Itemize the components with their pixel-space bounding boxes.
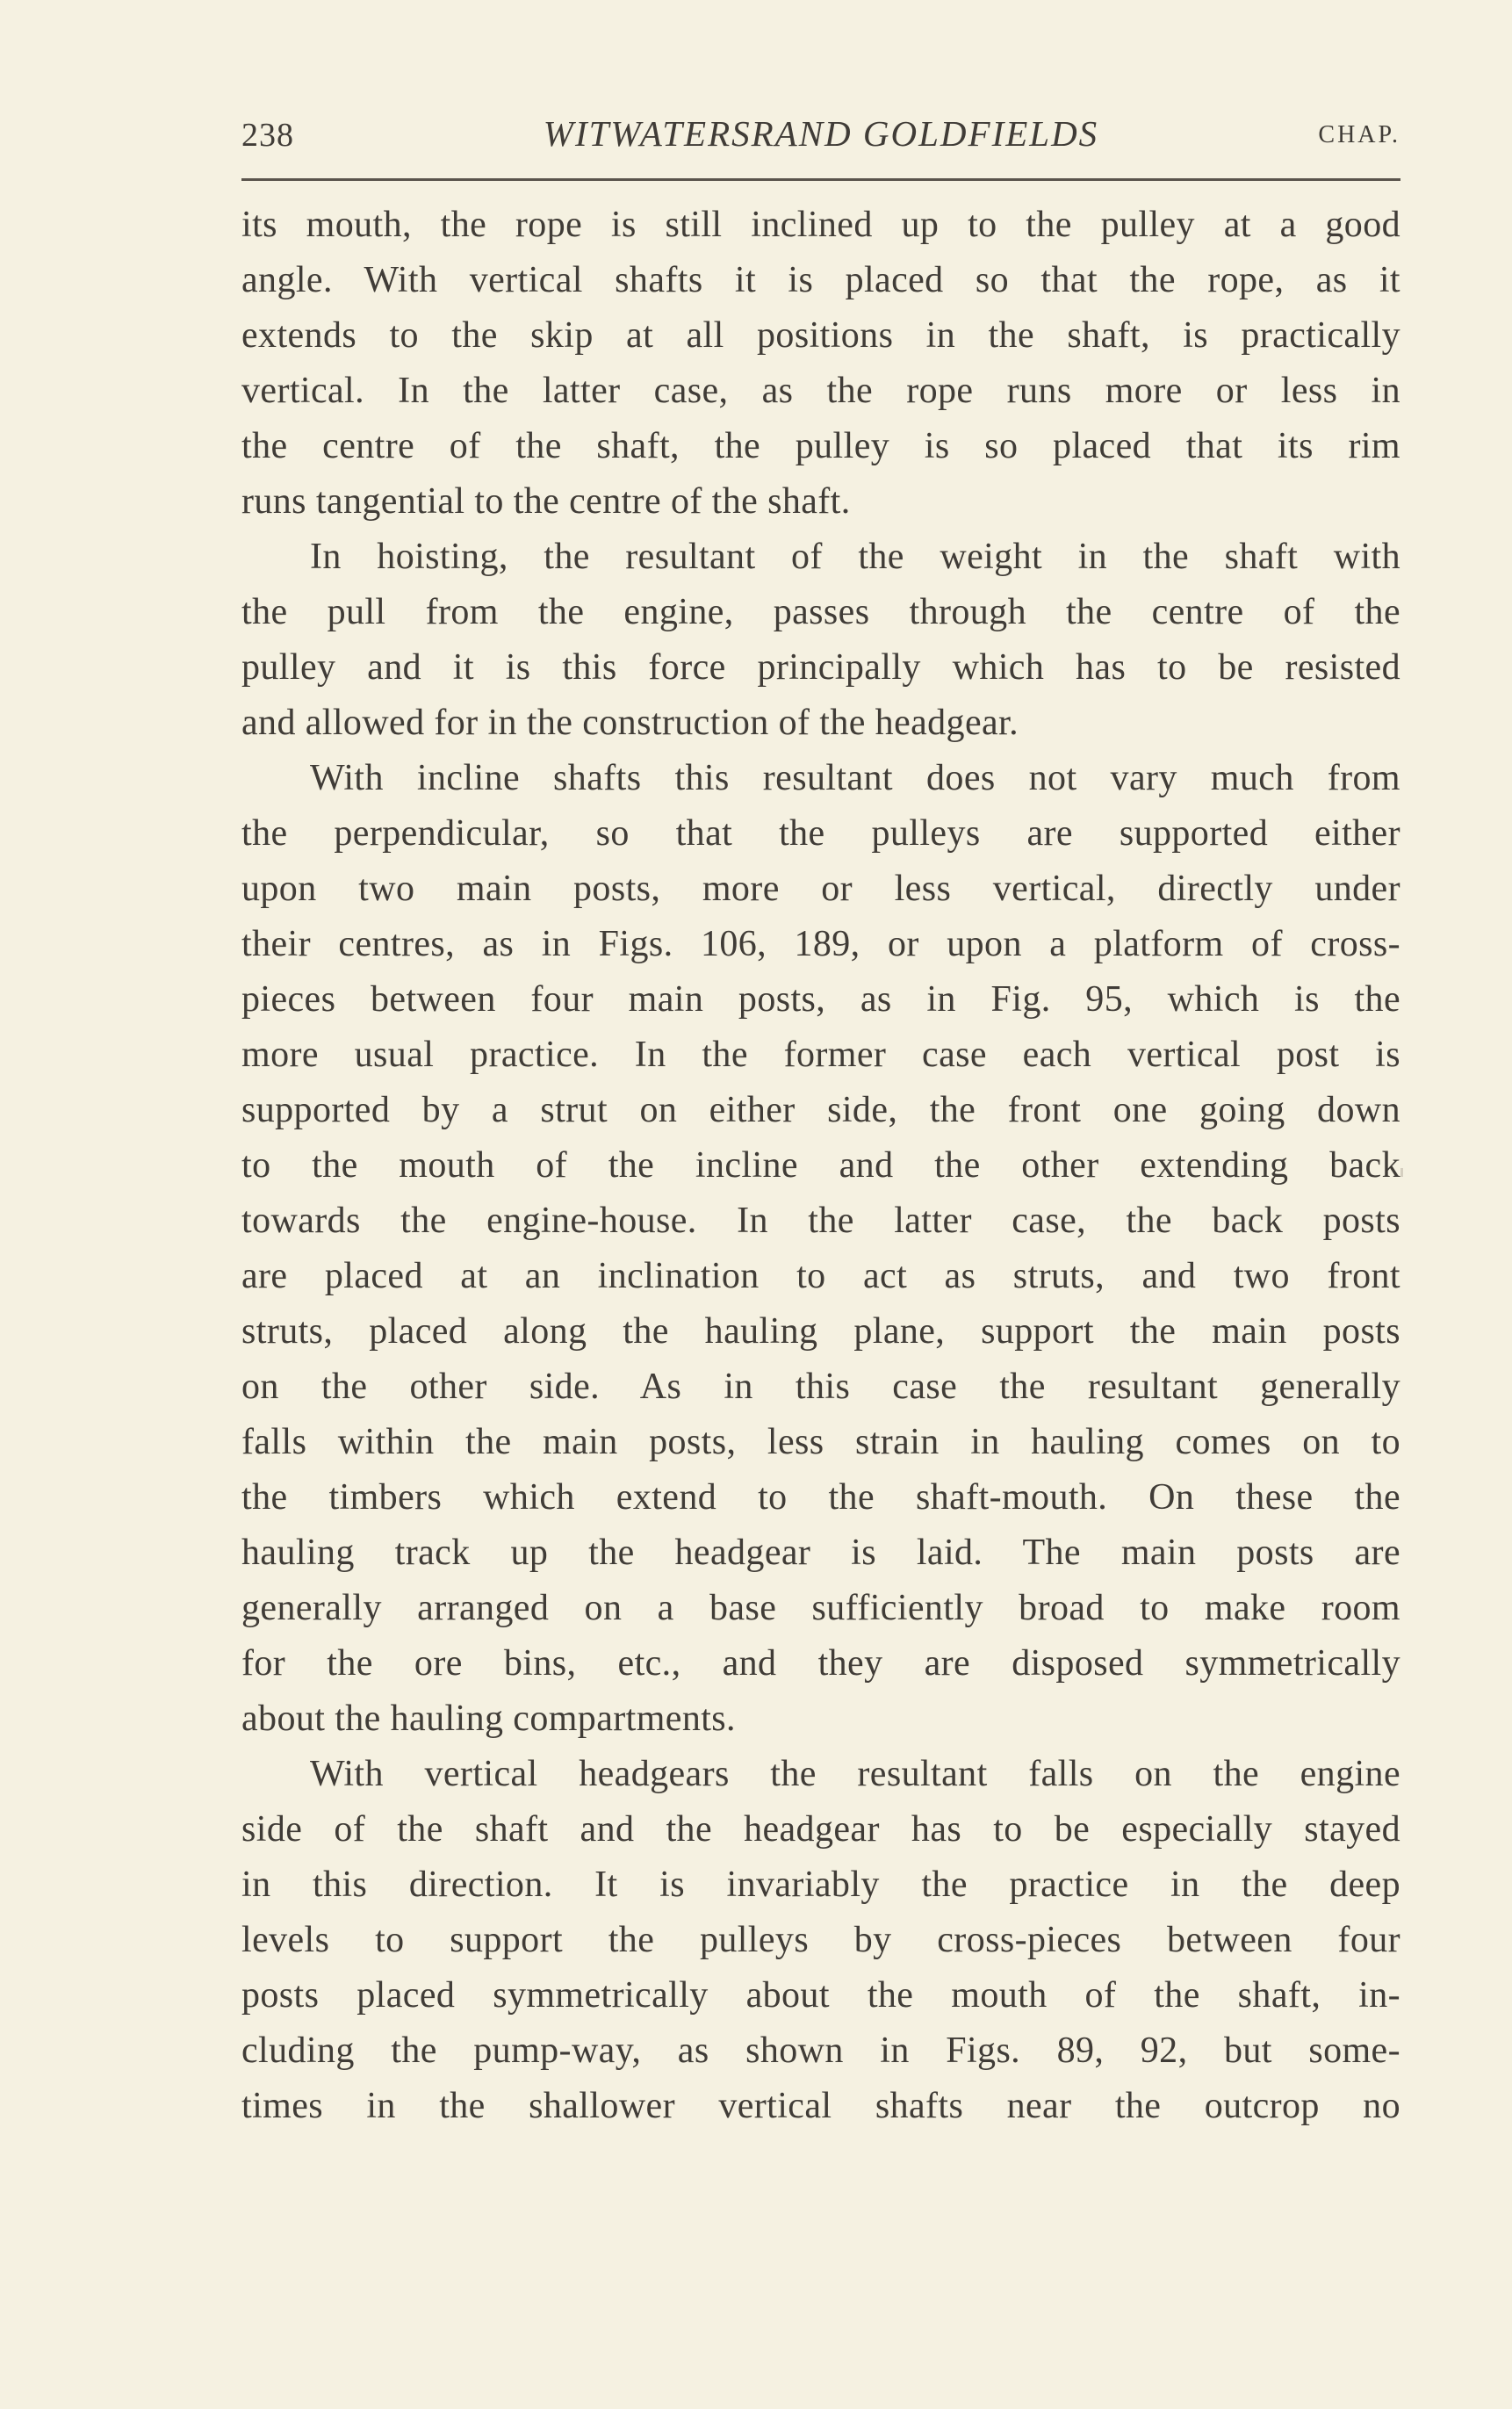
text-line: on the other side. As in this case the resultant generally — [241, 1367, 1400, 1407]
paragraph-1 — [241, 198, 1400, 530]
text-line: hauling track up the headgear is laid. The main posts are — [241, 1533, 1400, 1573]
chapter-label: CHAP. — [1318, 121, 1400, 148]
text-line: levels to support the pulleys by cross-pieces between four — [241, 1920, 1400, 1960]
text-line: With vertical headgears the resultant falls on the engine — [310, 1754, 1400, 1794]
text-line: extends to the skip at all positions in the shaft, is practically — [241, 315, 1400, 356]
text-line: upon two main posts, more or less vertical, directly under — [241, 869, 1400, 909]
text-line: runs tangential to the centre of the shaft. — [241, 481, 851, 522]
text-line: angle. With vertical shafts it is placed so that the rope, as it — [241, 260, 1400, 300]
text-line: posts placed symmetrically about the mouth of the shaft, in- — [241, 1975, 1400, 2016]
paragraph-3 — [241, 751, 1400, 1747]
text-line: and allowed for in the construction of the headgear. — [241, 703, 1019, 743]
text-line: the centre of the shaft, the pulley is so placed that its rim — [241, 426, 1400, 466]
text-line: times in the shallower vertical shafts near the outcrop no — [241, 2086, 1400, 2126]
text-line: for the ore bins, etc., and they are disposed symmetrically — [241, 1643, 1400, 1684]
text-line: falls within the main posts, less strain in hauling comes on to — [241, 1422, 1400, 1462]
text-line: their centres, as in Figs. 106, 189, or upon a platform of cross- — [241, 924, 1400, 964]
text-line: cluding the pump-way, as shown in Figs. 89, 92, but some- — [241, 2030, 1400, 2071]
text-line: the pull from the engine, passes through the centre of the — [241, 592, 1400, 632]
paragraph-2 — [241, 530, 1400, 751]
text-line: to the mouth of the incline and the other extending back — [241, 1145, 1400, 1186]
text-line: more usual practice. In the former case each vertical post is — [241, 1035, 1400, 1075]
page-header — [241, 112, 1400, 165]
text-line: its mouth, the rope is still inclined up to the pulley at a good — [241, 205, 1400, 245]
text-line: the timbers which extend to the shaft-mouth. On these the — [241, 1477, 1400, 1518]
text-line: In hoisting, the resultant of the weight in the shaft with — [310, 537, 1400, 577]
text-line: With incline shafts this resultant does not vary much from — [310, 758, 1400, 798]
text-line: supported by a strut on either side, the front one going down — [241, 1090, 1400, 1130]
paragraph-4 — [241, 1747, 1400, 2134]
body-text — [241, 198, 1400, 2134]
text-line: the perpendicular, so that the pulleys are supported either — [241, 813, 1400, 854]
header-rule — [241, 178, 1400, 181]
text-line: pieces between four main posts, as in Fig. 95, which is the — [241, 979, 1400, 1020]
running-title: WITWATERSRAND GOLDFIELDS — [543, 113, 1099, 154]
text-line: generally arranged on a base sufficiently broad to make room — [241, 1588, 1400, 1628]
paper-speck — [1400, 1168, 1403, 1177]
text-line: are placed at an inclination to act as struts, and two front — [241, 1256, 1400, 1296]
text-line: towards the engine-house. In the latter case, the back posts — [241, 1201, 1400, 1241]
text-line: struts, placed along the hauling plane, support the main posts — [241, 1311, 1400, 1352]
text-line: in this direction. It is invariably the practice in the deep — [241, 1864, 1400, 1905]
text-line: side of the shaft and the headgear has to be especially stayed — [241, 1809, 1400, 1850]
text-line: vertical. In the latter case, as the rope runs more or less in — [241, 371, 1400, 411]
page-number: 238 — [241, 117, 294, 154]
text-line: pulley and it is this force principally which has to be resisted — [241, 647, 1400, 688]
text-line: about the hauling compartments. — [241, 1699, 736, 1739]
